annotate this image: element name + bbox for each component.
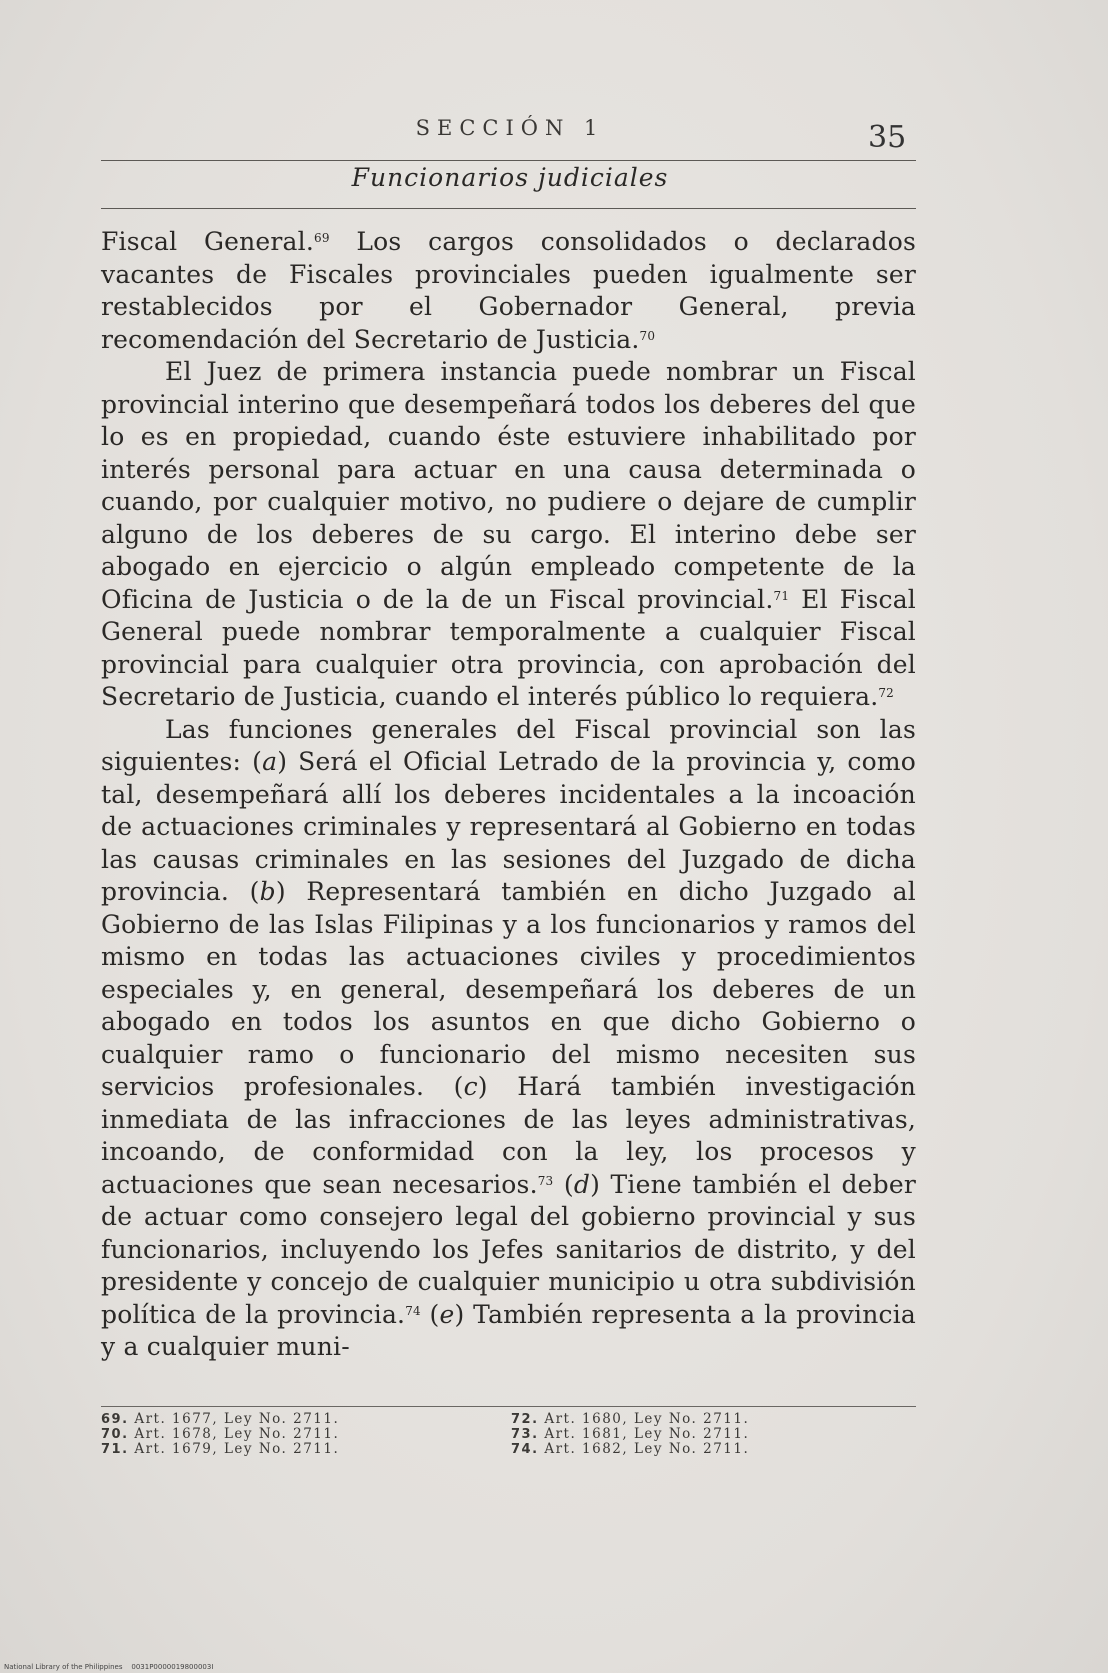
footnote-number: 72.: [511, 1412, 539, 1427]
footnote: [511, 1427, 749, 1442]
header-rule-top: [101, 160, 916, 161]
text-run: Fiscal General.: [101, 227, 315, 256]
header-rule-bottom: [101, 208, 916, 209]
footnote-number: 73.: [511, 1427, 539, 1442]
text-run: El Juez de primera instancia puede nombrar un Fiscal provincial interino que desempeñará todos los deberes del que lo es en propiedad, cuando éste estuviere inhabilitado por interés personal para actuar en una causa determinada o cuando, por cualquier motivo, no pudiere o dejare de cumplir alguno de los deberes de su cargo. El interino debe ser abogado en ejercicio o algún empleado competente de la Oficina de Justicia o de la de un Fiscal provincial.: [101, 357, 916, 614]
footnotes-right-column: [511, 1412, 749, 1457]
text-run: (: [420, 1299, 440, 1329]
footnote-ref: 73: [537, 1173, 554, 1188]
footnote: [511, 1412, 749, 1427]
text-run: El Fiscal General puede nombrar temporalmente a cualquier Fiscal provincial para cualquier otra provincia, con aprobación del Secretario de Justicia, cuando el interés público lo requiera.: [101, 584, 916, 711]
footnote-text: Art. 1679, Ley No. 2711.: [128, 1441, 340, 1457]
running-title: Funcionarios judiciales: [351, 163, 669, 192]
text-run: ) Hará también investigación inmediata de las infracciones de las leyes administrativas, incoando, de conformidad con la ley, los procesos y actuaciones que sean necesarios.: [101, 1072, 916, 1199]
text-run: ) Tiene también el deber de actuar como consejero legal del gobierno provincial y sus funcionarios, incluyendo los Jefes sanitarios de distrito, y del presidente y concejo de cualquier municipio u otra subdivisión política de la provincia.: [101, 1169, 917, 1329]
footnote-ref: 74: [405, 1303, 421, 1318]
footnote-number: 69.: [101, 1412, 129, 1427]
paragraph: [101, 226, 916, 356]
footnote-ref: 72: [878, 686, 895, 700]
text-run: ) Será el Oficial Letrado de la provincia y, como tal, desempeñará allí los deberes incidentales a la incoación de actuaciones criminales y representará al Gobierno en todas las causas criminales en las sesiones del Juzgado de dicha provincia. (: [101, 747, 917, 906]
text-run: ) Representará también en dicho Juzgado al Gobierno de las Islas Filipinas y a los funcionarios y ramos del mismo en todas las actuaciones civiles y procedimientos especiales y, en general, desempeñará los deberes de un abogado en todos los asuntos en que dicho Gobierno o cualquier ramo o funcionario del mismo necesiten sus servicios profesionales. (: [101, 877, 916, 1101]
footnote-number: 71.: [101, 1442, 129, 1457]
enumeration-letter: c: [463, 1072, 478, 1101]
enumeration-letter: e: [439, 1299, 455, 1329]
text-run: (: [553, 1169, 574, 1199]
enumeration-letter: d: [573, 1169, 591, 1199]
section-heading: SECCIÓN 1: [415, 116, 605, 140]
paragraph: [101, 356, 916, 714]
text-run: Las funciones generales del Fiscal provincial son las siguientes: (: [101, 714, 916, 776]
library-credit: National Library of the Philippines 0031P0000019800003I: [4, 1663, 214, 1671]
footnote-number: 74.: [511, 1442, 539, 1457]
footnote: [101, 1427, 339, 1442]
enumeration-letter: a: [262, 747, 278, 776]
footnote-text: Art. 1678, Ley No. 2711.: [128, 1426, 340, 1442]
footnote: [511, 1442, 749, 1457]
footnote-text: Art. 1677, Ley No. 2711.: [128, 1411, 340, 1427]
footnote-text: Art. 1680, Ley No. 2711.: [538, 1411, 750, 1427]
page-number: 35: [868, 120, 907, 155]
footnote-text: Art. 1681, Ley No. 2711.: [538, 1426, 750, 1442]
footnote: [101, 1412, 339, 1427]
paragraph: [101, 714, 916, 1364]
footnote-ref: 69: [314, 231, 330, 245]
text-run: ) También representa a la provincia y a cualquier muni-: [101, 1299, 916, 1361]
footnotes-left-column: [101, 1412, 339, 1457]
body-text: [101, 226, 916, 1364]
footnote-number: 70.: [101, 1427, 129, 1442]
enumeration-letter: b: [259, 877, 276, 906]
text-run: Los cargos consolidados o declarados vacantes de Fiscales provinciales pueden igualmente ser restablecidos por el Gobernador General, previa recomendación del Secretario de Justicia.: [101, 227, 916, 354]
footnote-ref: 71: [773, 588, 790, 603]
footnote-rule: [101, 1406, 916, 1407]
footnote: [101, 1442, 339, 1457]
footnote-ref: 70: [639, 328, 656, 343]
footnote-text: Art. 1682, Ley No. 2711.: [538, 1441, 750, 1457]
